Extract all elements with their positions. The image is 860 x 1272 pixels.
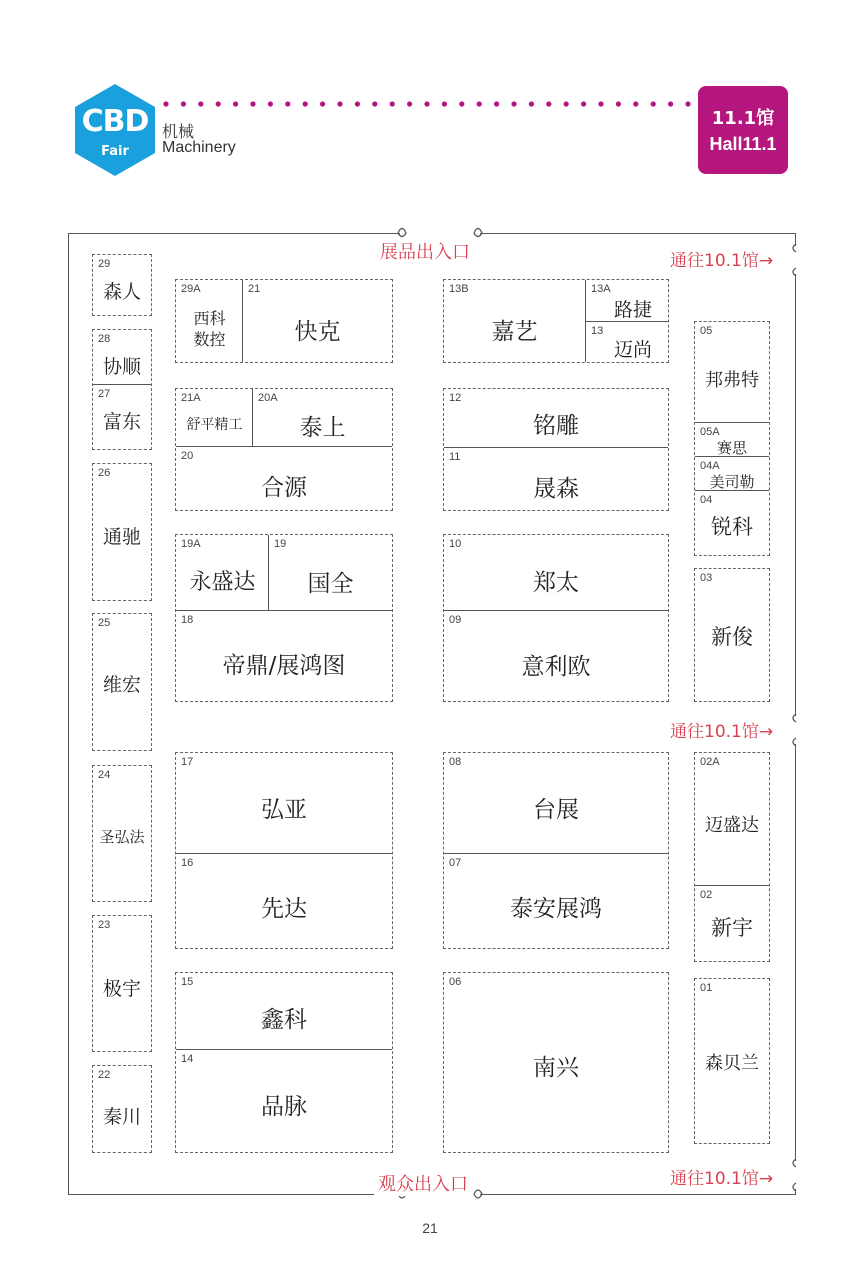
right-door-mark-3 [786, 1155, 806, 1195]
block-21A-20A-20 [175, 388, 393, 511]
booth-08[interactable]: 08 台展 [449, 756, 579, 823]
booth-20[interactable]: 20 合源 [181, 450, 307, 501]
booth-13A[interactable]: 13A 路捷 [591, 283, 652, 321]
block-12-11 [443, 388, 669, 511]
block-08-07 [443, 752, 669, 949]
exhibit-entrance-label: 展品出入口 [376, 238, 474, 264]
booth-03[interactable]: 03 新俊 [694, 568, 770, 702]
booth-13[interactable]: 13 迈尚 [591, 325, 652, 361]
booth-24[interactable]: 24 圣弘法 [92, 765, 152, 902]
booth-04A[interactable]: 04A 美司勒 [700, 460, 755, 491]
booth-06[interactable]: 06 南兴 [443, 972, 669, 1153]
hall-badge [698, 86, 788, 174]
booth-22[interactable]: 22 秦川 [92, 1065, 152, 1153]
booth-19[interactable]: 19 国全 [274, 538, 354, 597]
block-15-14 [175, 972, 393, 1153]
booth-12[interactable]: 12 铭雕 [449, 392, 579, 439]
booth-01[interactable]: 01 森贝兰 [694, 978, 770, 1144]
booth-29A[interactable]: 29A 西科 数控 [181, 283, 226, 349]
booth-29[interactable]: 29 森人 [92, 254, 152, 316]
booth-23[interactable]: 23 极宇 [92, 915, 152, 1052]
booth-02[interactable]: 02 新宇 [700, 889, 753, 940]
to-hall-label-1: 通往10.1馆→ [666, 246, 777, 271]
booth-15[interactable]: 15 鑫科 [181, 976, 307, 1033]
block-29A-21 [175, 279, 393, 363]
right-door-mark-1 [786, 240, 806, 280]
dotted-divider [160, 98, 700, 110]
booth-09[interactable]: 09 意利欧 [449, 614, 591, 680]
block-02A-02 [694, 752, 770, 962]
booth-16[interactable]: 16 先达 [181, 857, 307, 922]
logo-sub: Fair [101, 144, 129, 159]
category-cn: 机械 [162, 122, 195, 141]
booth-27[interactable]: 27 富东 [98, 388, 141, 433]
booth-11[interactable]: 11 晟森 [449, 451, 579, 502]
block-19A-19-18 [175, 534, 393, 702]
booth-21[interactable]: 21 快克 [248, 283, 341, 345]
booth-13B[interactable]: 13B 嘉艺 [449, 283, 538, 345]
booth-05[interactable]: 05 邦弗特 [700, 325, 759, 391]
block-10-09 [443, 534, 669, 702]
page-number: 21 [422, 1220, 438, 1236]
hall-label-en: Hall11.1 [709, 134, 777, 154]
right-door-mark-2 [786, 710, 806, 750]
block-13B-13A-13 [443, 279, 669, 363]
booth-07[interactable]: 07 泰安展鸿 [449, 857, 602, 922]
category-en: Machinery [162, 139, 236, 156]
booth-20A[interactable]: 20A 泰上 [258, 392, 346, 441]
booth-18[interactable]: 18 帝鼎/展鸿图 [181, 614, 346, 679]
booth-14[interactable]: 14 品脉 [181, 1053, 307, 1120]
hall-label-cn: 11.1馆 [711, 108, 775, 129]
booth-10[interactable]: 10 郑太 [449, 538, 579, 596]
booth-17[interactable]: 17 弘亚 [181, 756, 307, 823]
booth-02A[interactable]: 02A 迈盛达 [700, 756, 759, 836]
block-17-16 [175, 752, 393, 949]
booth-26[interactable]: 26 通驰 [92, 463, 152, 601]
booth-25[interactable]: 25 维宏 [92, 613, 152, 751]
to-hall-label-2: 通往10.1馆→ [666, 717, 777, 742]
to-hall-label-3: 通往10.1馆→ [666, 1164, 777, 1189]
logo-text: CBD [81, 104, 149, 139]
booth-28[interactable]: 28 协顺 [98, 333, 141, 378]
visitor-entrance-label: 观众出入口 [374, 1170, 472, 1196]
block-05-04 [694, 321, 770, 556]
booth-21A[interactable]: 21A 舒平精工 [181, 392, 243, 433]
booth-19A[interactable]: 19A 永盛达 [181, 538, 256, 595]
booth-04[interactable]: 04 锐科 [700, 494, 753, 539]
booth-group-28-27 [92, 329, 152, 450]
booth-05A[interactable]: 05A 赛思 [700, 426, 747, 457]
